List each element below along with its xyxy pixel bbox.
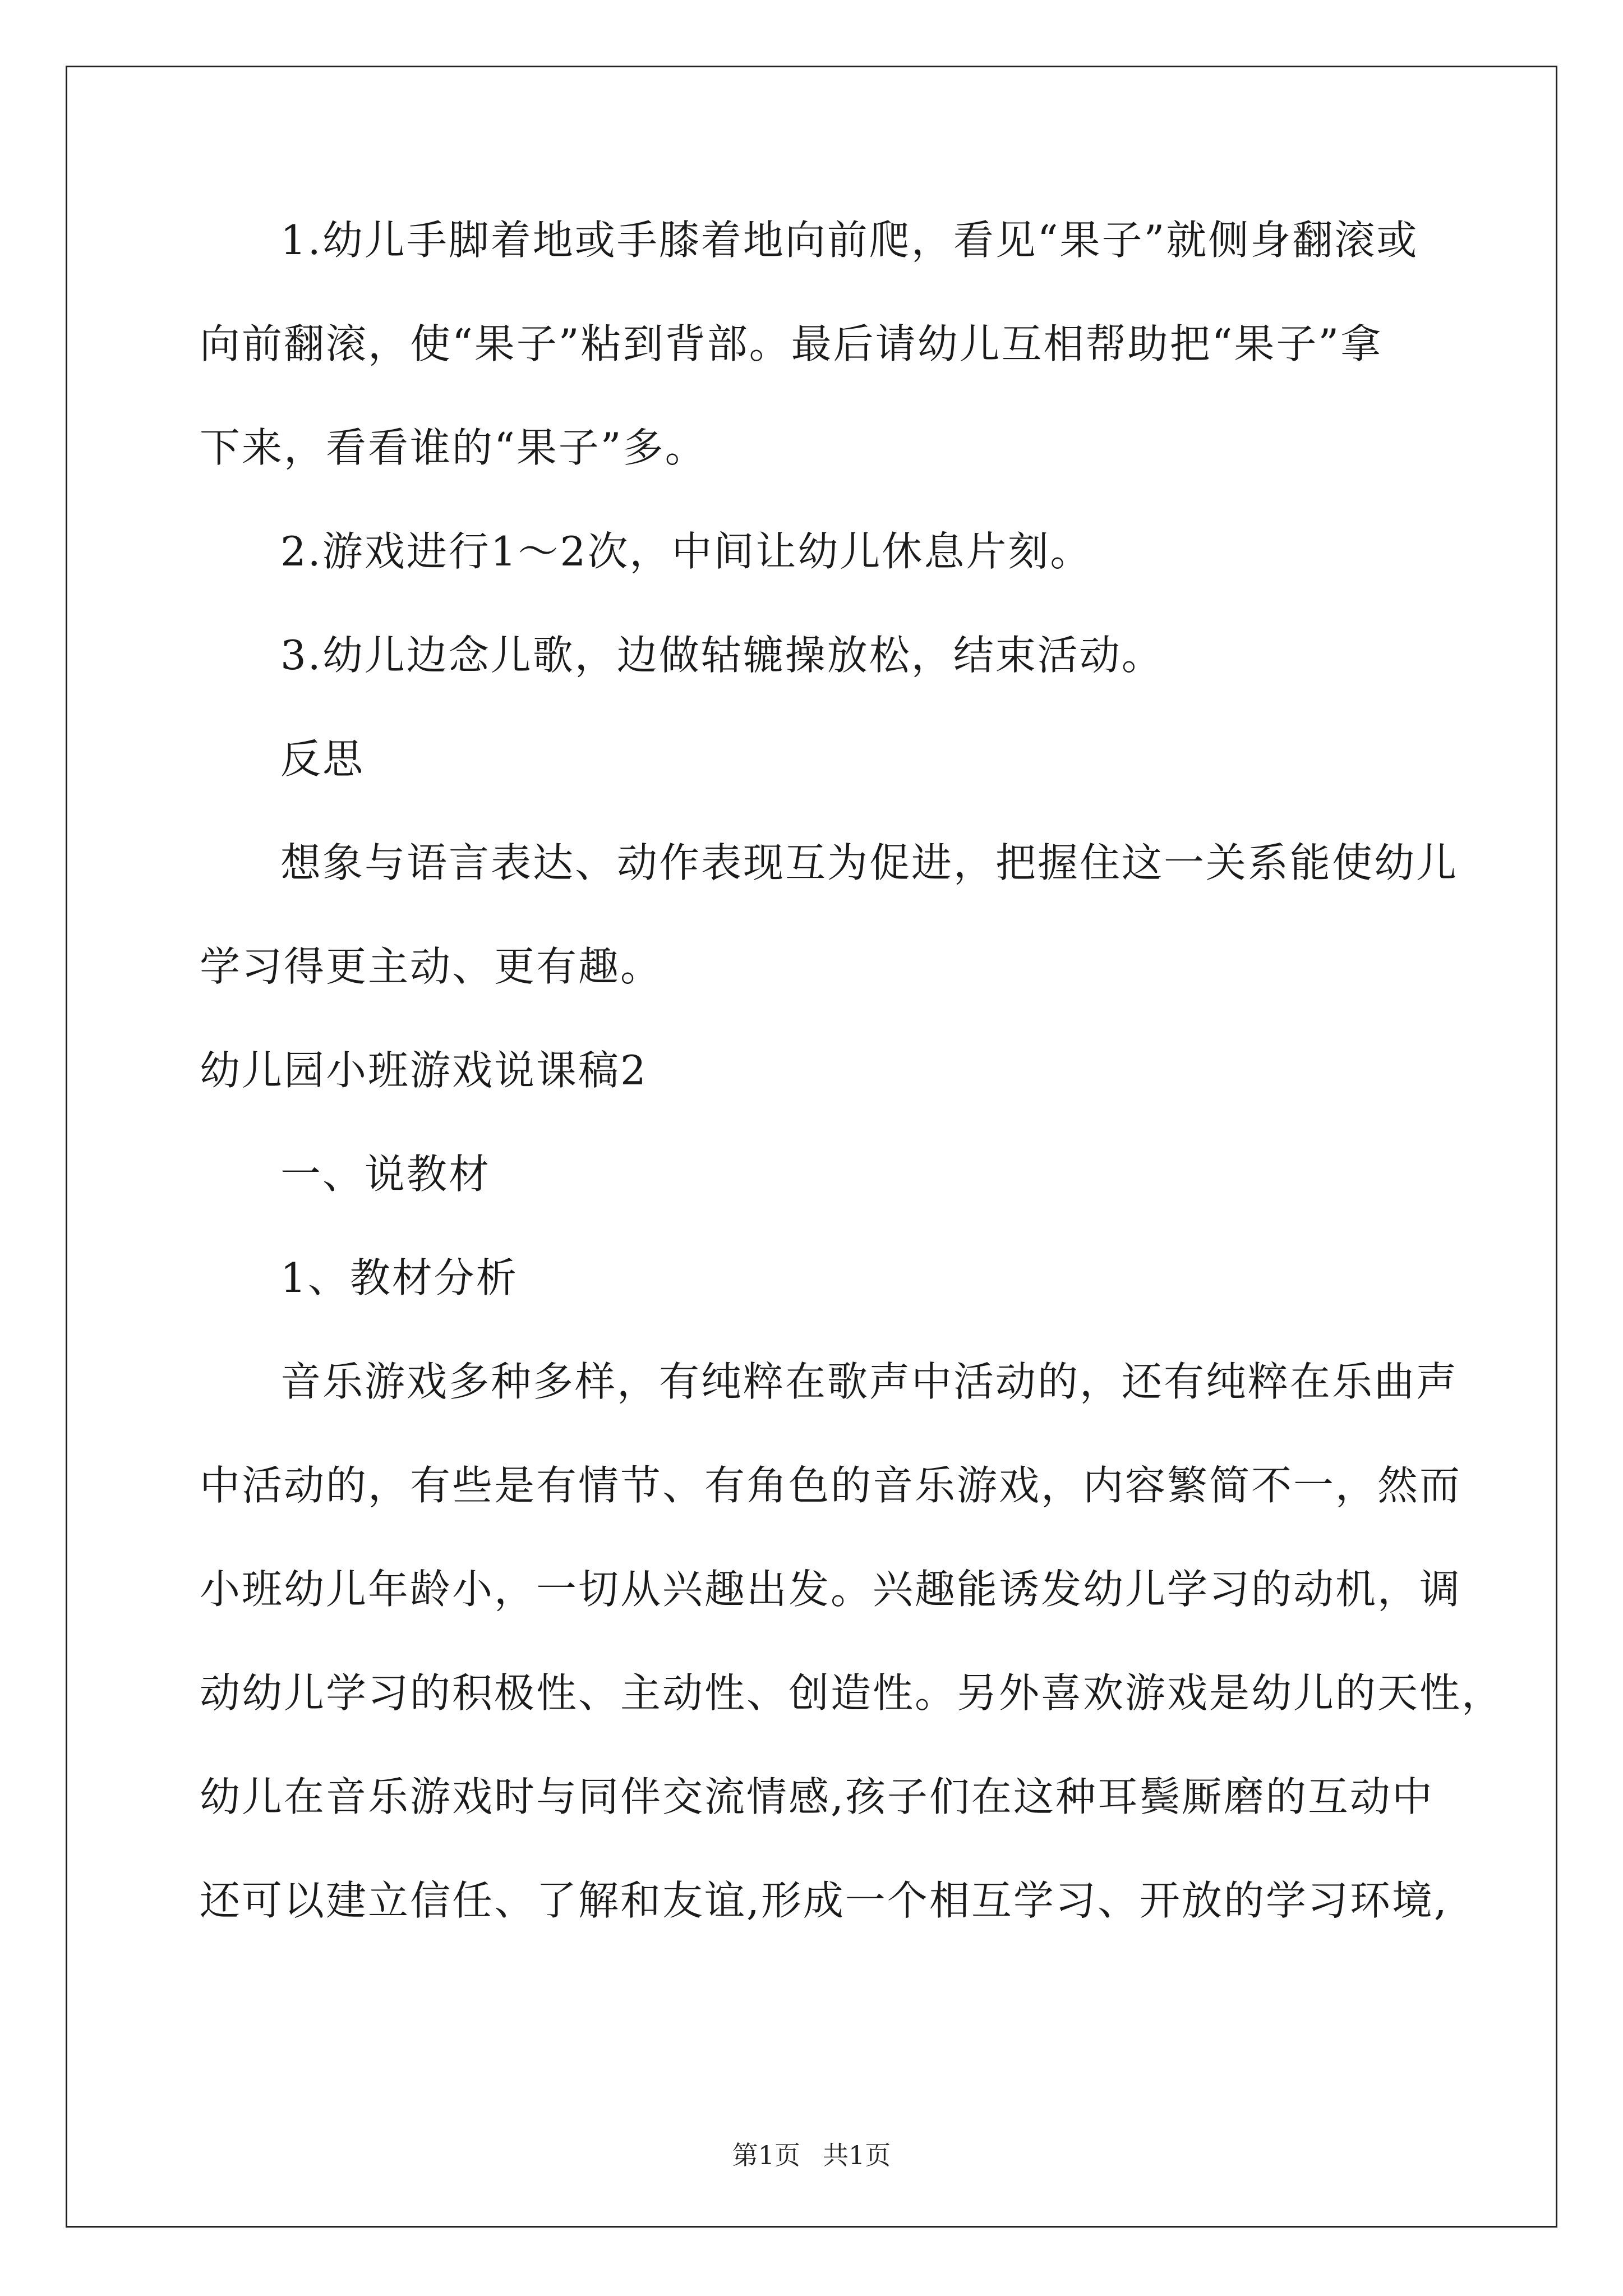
paragraph-line: 下来，看看谁的“果子”多。	[200, 424, 707, 471]
paragraph-line: 还可以建立信任、了解和友谊,形成一个相互学习、开放的学习环境,	[200, 1877, 1449, 1924]
paragraph-line: 小班幼儿年龄小，一切从兴趣出发。兴趣能诱发幼儿学习的动机，调	[200, 1566, 1462, 1613]
paragraph-line: 想象与语言表达、动作表现互为促进，把握住这一关系能使幼儿	[280, 839, 1459, 886]
paragraph-line: 向前翻滚，使“果子”粘到背部。最后请幼儿互相帮助把“果子”拿	[200, 320, 1383, 367]
paragraph-line: 1.幼儿手脚着地或手膝着地向前爬，看见“果子”就侧身翻滚或	[280, 217, 1419, 264]
paragraph-line: 中活动的，有些是有情节、有角色的音乐游戏，内容繁简不一，然而	[200, 1462, 1462, 1509]
paragraph-line: 2.游戏进行1～2次，中间让幼儿休息片刻。	[280, 528, 1092, 575]
paragraph-line: 动幼儿学习的积极性、主动性、创造性。另外喜欢游戏是幼儿的天性，	[200, 1669, 1504, 1717]
paragraph-line: 音乐游戏多种多样，有纯粹在歌声中活动的，还有纯粹在乐曲声	[280, 1358, 1459, 1405]
page-footer	[0, 2138, 1623, 2172]
document-body	[200, 213, 1504, 1927]
paragraph-line: 3.幼儿边念儿歌，边做轱辘操放松，结束活动。	[280, 632, 1164, 679]
page-total: 共1页	[823, 2140, 891, 2170]
paragraph-line: 学习得更主动、更有趣。	[200, 943, 663, 990]
paragraph-line: 幼儿在音乐游戏时与同伴交流情感,孩子们在这种耳鬓厮磨的互动中	[200, 1773, 1434, 1820]
page-number: 第1页	[732, 2140, 800, 2170]
subsection-heading: 1、教材分析	[280, 1254, 518, 1301]
section-heading: 反思	[280, 735, 365, 783]
section-heading: 一、说教材	[280, 1151, 491, 1198]
document-title: 幼儿园小班游戏说课稿2	[200, 1047, 648, 1094]
